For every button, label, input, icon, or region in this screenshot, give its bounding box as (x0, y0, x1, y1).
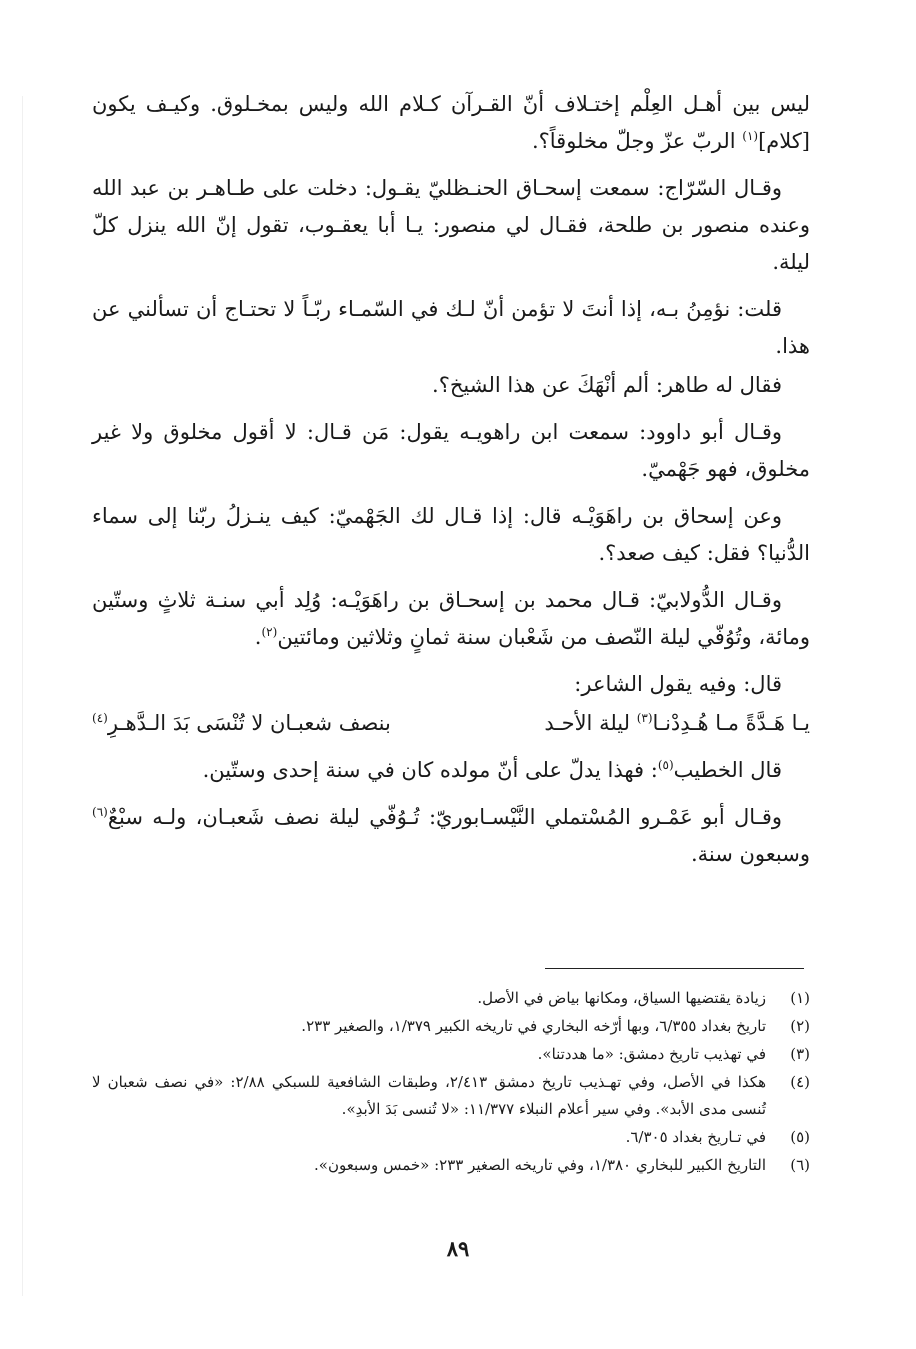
paragraph-8: قال: وفيه يقول الشاعر: (574, 672, 782, 696)
poem-first-hemistich-end: ليلة الأحـد (544, 711, 637, 735)
paragraph-1 (92, 86, 810, 160)
footnote-3 (92, 1041, 810, 1068)
paragraph-7-text: وقـال الدُّولابيّ: قـال محمد بن إسحـاق بن راهَوَيْـه: وُلِد أبي سنـة ثلاثٍ وستّين ومائة، وتُوُفّي ليلة النّصف من شَعْبان سنة ثمانٍ وثلاثين ومائتين (92, 588, 810, 649)
footnote-ref-2: (٢) (261, 625, 278, 639)
footnote-separator (545, 968, 804, 969)
footnote-text: التاريخ الكبير للبخاري ١/٣٨٠، وفي تاريخه الصغير ٢٣٣: «خمس وسبعون». (314, 1156, 766, 1174)
footnote-ref-4: (٤) (92, 711, 108, 725)
footnote-ref-5: (٥) (657, 758, 674, 772)
footnote-5 (92, 1124, 810, 1151)
paragraph-1-text: ليس بين أهـل العِلْم إختـلاف أنّ القـرآن كـلام الله وليس بمخـلوق. وكيـف يكون [كلام] (92, 92, 810, 153)
main-text-body (92, 86, 810, 883)
footnote-number: (٥) (790, 1128, 810, 1146)
paragraph-9-text: قال الخطيب (673, 758, 782, 782)
paragraph-6: وعن إسحاق بن راهَوَيْـه قال: إذا قـال لك الجَهْميّ: كيف ينـزلُ ربّنا إلى سماء الدُّنيا؟ فقل: كيف صعد؟. (92, 504, 810, 565)
paragraph-9-end: : فهذا يدلّ على أنّ مولده كان في سنة إحدى وستّين. (202, 758, 658, 782)
scan-edge-line (22, 96, 23, 1296)
footnote-number: (١) (790, 989, 810, 1007)
paragraph-10 (92, 799, 810, 873)
footnote-ref-3: (٣) (636, 711, 653, 725)
footnote-text: في تهذيب تاريخ دمشق: «ما هددتنا». (537, 1045, 766, 1063)
paragraph-9 (92, 752, 810, 789)
paragraph-7-end: . (254, 625, 262, 649)
paragraph-2: وقـال السّرّاج: سمعت إسحـاق الحنـظليّ يقـول: دخلت على طـاهـر بن عبد الله وعنده منصور بن طلحة، فقـال لي منصور: يـا أبا يعقـوب، تقول إنّ الله ينزل كلّ ليلة. (92, 176, 810, 274)
footnote-ref-6: (٦) (92, 805, 108, 819)
footnote-number: (٣) (790, 1045, 810, 1063)
footnote-text: في تـاريخ بغداد ٦/٣٠٥. (625, 1128, 766, 1146)
footnote-number: (٤) (790, 1073, 810, 1091)
page-number: ٨٩ (446, 1236, 470, 1261)
footnote-text: هكذا في الأصل، وفي تهـذيب تاريخ دمشق ٢/٤١٣، وطبقات الشافعية للسبكي ٢/٨٨: «في نصف شعبان لا تُنسى مدى الأبد». وفي سير أعلام النبلاء ١١/٣٧٧: «لا تُنسى بَدَ الأبدِ». (92, 1073, 767, 1118)
footnote-6 (92, 1152, 810, 1179)
footnote-1 (92, 985, 810, 1012)
paragraph-7 (92, 582, 810, 656)
footnote-number: (٦) (790, 1156, 810, 1174)
footnotes-section (92, 985, 810, 1180)
footnote-ref-1: (١) (742, 129, 759, 143)
footnote-4 (92, 1069, 810, 1123)
paragraph-10-end: وسبعون سنة. (690, 842, 810, 866)
poem-verse (92, 705, 810, 742)
footnote-text: زيادة يقتضيها السياق، ومكانها بياض في الأصل. (477, 989, 766, 1007)
paragraph-5: وقـال أبو داوود: سمعت ابن راهويـه يقول: مَن قـال: لا أقول مخلوق ولا غير مخلوق، فهو جَهْميّ. (92, 420, 810, 481)
poem-first-hemistich (544, 705, 810, 742)
poem-second-hemistich-text: بنصف شعبـان لا تُنْسَى بَدَ الـدَّهـرِ (107, 711, 391, 735)
paragraph-4: فقال له طاهر: ألم أنْهَكَ عن هذا الشيخ؟. (432, 373, 782, 397)
poem-first-hemistich-text: يـا هَـدَّةً مـا هُـدِدْنـا (652, 711, 810, 735)
footnote-text: تاريخ بغداد ٦/٣٥٥، وبها أرّخه البخاري في تاريخه الكبير ١/٣٧٩، والصغير ٢٣٣. (301, 1017, 766, 1035)
paragraph-10-text: وقـال أبو عَمْـرو المُسْتملي النَّيْسـابوريّ: تُـوُفّي ليلة نصف شَعبـان، ولـه سبْعٌ (107, 805, 782, 829)
poem-second-hemistich (92, 705, 391, 742)
paragraph-3: قلت: نؤمِنُ بـه، إذا أنتَ لا تؤمن أنّ لـك في السّمـاء ربّـاً لا تحتـاج أن تسألني عن هذا. (92, 297, 810, 358)
footnote-2 (92, 1013, 810, 1040)
footnote-number: (٢) (790, 1017, 810, 1035)
paragraph-1-end: الربّ عزّ وجلّ مخلوقاً؟. (531, 129, 743, 153)
